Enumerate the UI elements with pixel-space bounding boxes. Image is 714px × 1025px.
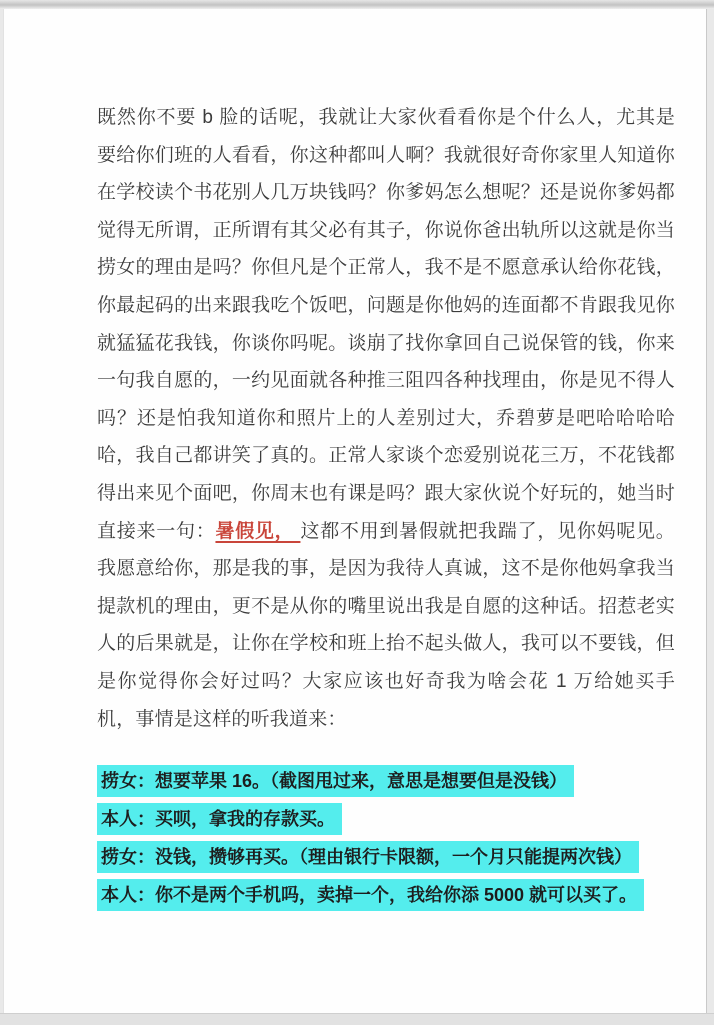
dialogue-line-2: 本人：买呗，拿我的存款买。 xyxy=(97,803,342,835)
dialogue-line-4: 本人：你不是两个手机吗，卖掉一个，我给你添 5000 就可以买了。 xyxy=(97,879,644,911)
paragraph-text-after-red: 这都不用到暑假就把我踹了，见你妈呢见。我愿意给你，那是我的事，是因为我待人真诚，这不是你他妈拿我当提款机的理由，更不是从你的嘴里说出我是自愿的这种话。招惹老实人的后果就是，让你在学校和班上抬不起头做人，我可以不要钱，但是你觉得你会好过吗？大家应该也好奇我为啥会花 1 万给她买手机，事情是这样的听我道来： xyxy=(97,520,676,730)
document-page xyxy=(3,9,707,1013)
dialogue-line-1: 捞女：想要苹果 16。（截图甩过来，意思是想要但是没钱） xyxy=(97,765,574,797)
page-bottom-edge xyxy=(0,1013,714,1025)
page-top-edge xyxy=(0,0,714,9)
red-underlined-phrase: 暑假见， xyxy=(215,520,301,542)
paragraph-text-before-red: 既然你不要 b 脸的话呢，我就让大家伙看看你是个什么人，尤其是要给你们班的人看看，你这种都叫人啊？我就很好奇你家里人知道你在学校读个书花别人几万块钱吗？你爹妈怎么想呢？还是说你爹妈都觉得无所谓，正所谓有其父必有其子，你说你爸出轨所以这就是你当捞女的理由是吗？你但凡是个正常人，我不是不愿意承认给你花钱，你最起码的出来跟我吃个饭吧，问题是你他妈的连面都不肯跟我见你就猛猛花我钱，你谈你吗呢。谈崩了找你拿回自己说保管的钱，你来一句我自愿的，一约见面就各种推三阻四各种找理由，你是见不得人吗？还是怕我知道你和照片上的人差别过大，乔碧萝是吧哈哈哈哈哈，我自己都讲笑了真的。正常人家谈个恋爱别说花三万，不花钱都得出来见个面吧，你周末也有课是吗？跟大家伙说个好玩的，她当时直接来一句： xyxy=(97,107,675,542)
main-paragraph xyxy=(97,99,675,738)
page-content xyxy=(97,99,675,917)
highlighted-dialogue-block xyxy=(97,765,675,911)
dialogue-line-3: 捞女：没钱，攒够再买。（理由银行卡限额，一个月只能提两次钱） xyxy=(97,841,639,873)
